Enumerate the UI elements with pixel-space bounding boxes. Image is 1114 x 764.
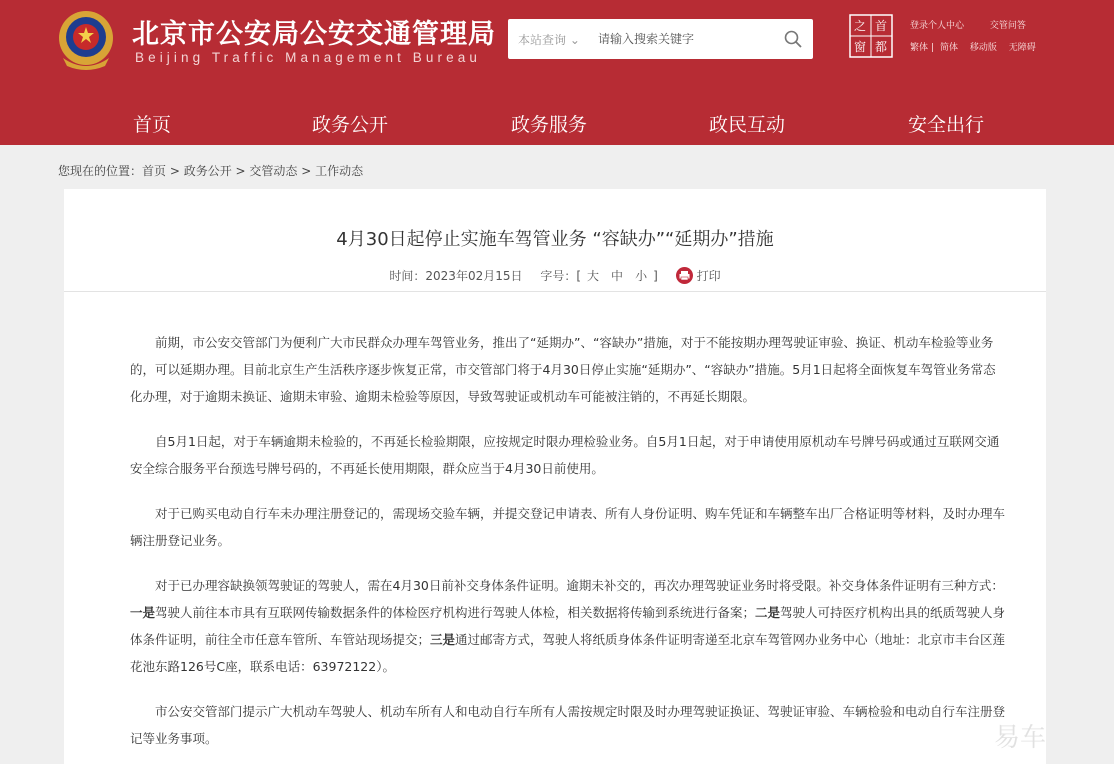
faq-link[interactable]: 交管问答 [989, 21, 1026, 31]
breadcrumb-gov-open[interactable]: 政务公开 [183, 164, 232, 178]
mobile-link[interactable]: 移动版 [969, 43, 997, 53]
watermark: 易车 [993, 723, 1046, 753]
svg-text:首: 首 [874, 19, 888, 33]
main-nav [0, 90, 1114, 145]
accessibility-link[interactable]: 无障碍 [1008, 43, 1036, 53]
simplified-link[interactable]: 简体 [939, 43, 958, 53]
top-links-row2: 繁体 | 简体 移动版 无障碍 [910, 43, 1036, 53]
nav-gov-affairs-open[interactable]: 政务公开 [312, 114, 389, 136]
svg-text:之: 之 [853, 19, 867, 33]
publish-date: 2023年02月15日 [425, 269, 523, 283]
breadcrumb-prefix: 您现在的位置： [58, 164, 143, 178]
breadcrumb-work-news[interactable]: 工作动态 [315, 164, 364, 178]
site-header [0, 0, 1114, 145]
paragraph-4: 对于已办理容缺换领驾驶证的驾驶人，需在4月30日前补交身体条件证明。逾期未补交的，再次办理驾驶证业务时将受限。补交身体条件证明有三种方式：一是驾驶人前往本市具有互联网传输数据条件的体检医疗机构进行驾驶人体检，相关数据将传输到系统进行备案；二是驾驶人可持医疗机构出具的纸质驾驶人身体条件证明，前往全市任意车管所、车管站现场提交；三是通过邮寄方式，驾驶人将纸质身体条件证明寄递至北京车驾管网办业务中心（地址：北京市丰台区莲花池东路126号C座，联系电话：63972122）。 [130, 578, 1006, 674]
nav-interaction[interactable]: 政民互动 [709, 114, 786, 136]
breadcrumb: 您现在的位置：首页 > 政务公开 > 交管动态 > 工作动态 [58, 164, 364, 178]
paragraph-2: 自5月1日起，对于车辆逾期未检验的，不再延长检验期限，应按规定时限办理检验业务。自5月1日起，对于申请使用原机动车号牌号码或通过互联网交通安全综合服务平台预选号牌号码的，不再延长使用期限，群众应当于4月30日前使用。 [130, 434, 1000, 476]
search-input[interactable] [598, 25, 778, 53]
top-links-row1 [910, 18, 1035, 31]
search-box [508, 19, 813, 59]
search-scope-select[interactable]: 本站查询 ⌄ [518, 33, 580, 47]
capital-window-logo-icon [848, 13, 894, 65]
title-divider [64, 291, 1046, 292]
paragraph-5: 市公安交管部门提示广大机动车驾驶人、机动车所有人和电动自行车所有人需按规定时限及时办理驾驶证换证、驾驶证审验、车辆检验和电动自行车注册登记等业务事项。 [130, 704, 1006, 746]
paragraph-1: 前期，市公安交管部门为便利广大市民群众办理车驾管业务，推出了“延期办”、“容缺办”措施，对于不能按期办理驾驶证审验、换证、机动车检验等业务的，可以延期办理。目前北京生产生活秩序逐步恢复正常，市交管部门将于4月30日停止实施“延期办”、“容缺办”措施。5月1日起将全面恢复车驾管业务常态化办理，对于逾期未换证、逾期未审验、逾期未检验等原因，导致驾驶证或机动车可能被注销的，不再延长期限。 [130, 335, 996, 404]
article-panel [64, 189, 1046, 764]
search-icon[interactable] [783, 29, 803, 49]
breadcrumb-traffic-news[interactable]: 交管动态 [249, 164, 298, 178]
breadcrumb-home[interactable]: 首页 [142, 164, 167, 178]
font-size-small[interactable]: 小 [635, 269, 648, 283]
article-title: 4月30日起停止实施车驾管业务 “容缺办”“延期办”措施 [336, 229, 774, 250]
article-meta: 时间：2023年02月15日 字号：[ 大 中 小 ] 打印 [389, 269, 721, 283]
site-subtitle: Beijing Traffic Management Bureau [135, 50, 481, 65]
nav-safe-travel[interactable]: 安全出行 [908, 114, 985, 136]
font-size-large[interactable]: 大 [587, 269, 600, 283]
traditional-link[interactable]: 繁体 [910, 43, 929, 53]
login-link[interactable]: 登录个人中心 [910, 21, 965, 31]
site-title: 北京市公安局公安交通管理局 [132, 19, 496, 50]
printer-icon[interactable] [676, 267, 693, 284]
paragraph-3: 对于已购买电动自行车未办理注册登记的，需现场交验车辆，并提交登记申请表、所有人身份证明、购车凭证和车辆整车出厂合格证明等材料，及时办理车辆注册登记业务。 [130, 506, 1006, 548]
print-link[interactable]: 打印 [696, 269, 721, 283]
font-size-medium[interactable]: 中 [611, 269, 624, 283]
svg-text:都: 都 [874, 40, 888, 54]
police-emblem-icon [55, 8, 117, 72]
svg-text:窗: 窗 [853, 40, 867, 54]
nav-gov-services[interactable]: 政务服务 [511, 114, 588, 136]
nav-home[interactable]: 首页 [133, 114, 172, 136]
article-body [130, 329, 1006, 764]
